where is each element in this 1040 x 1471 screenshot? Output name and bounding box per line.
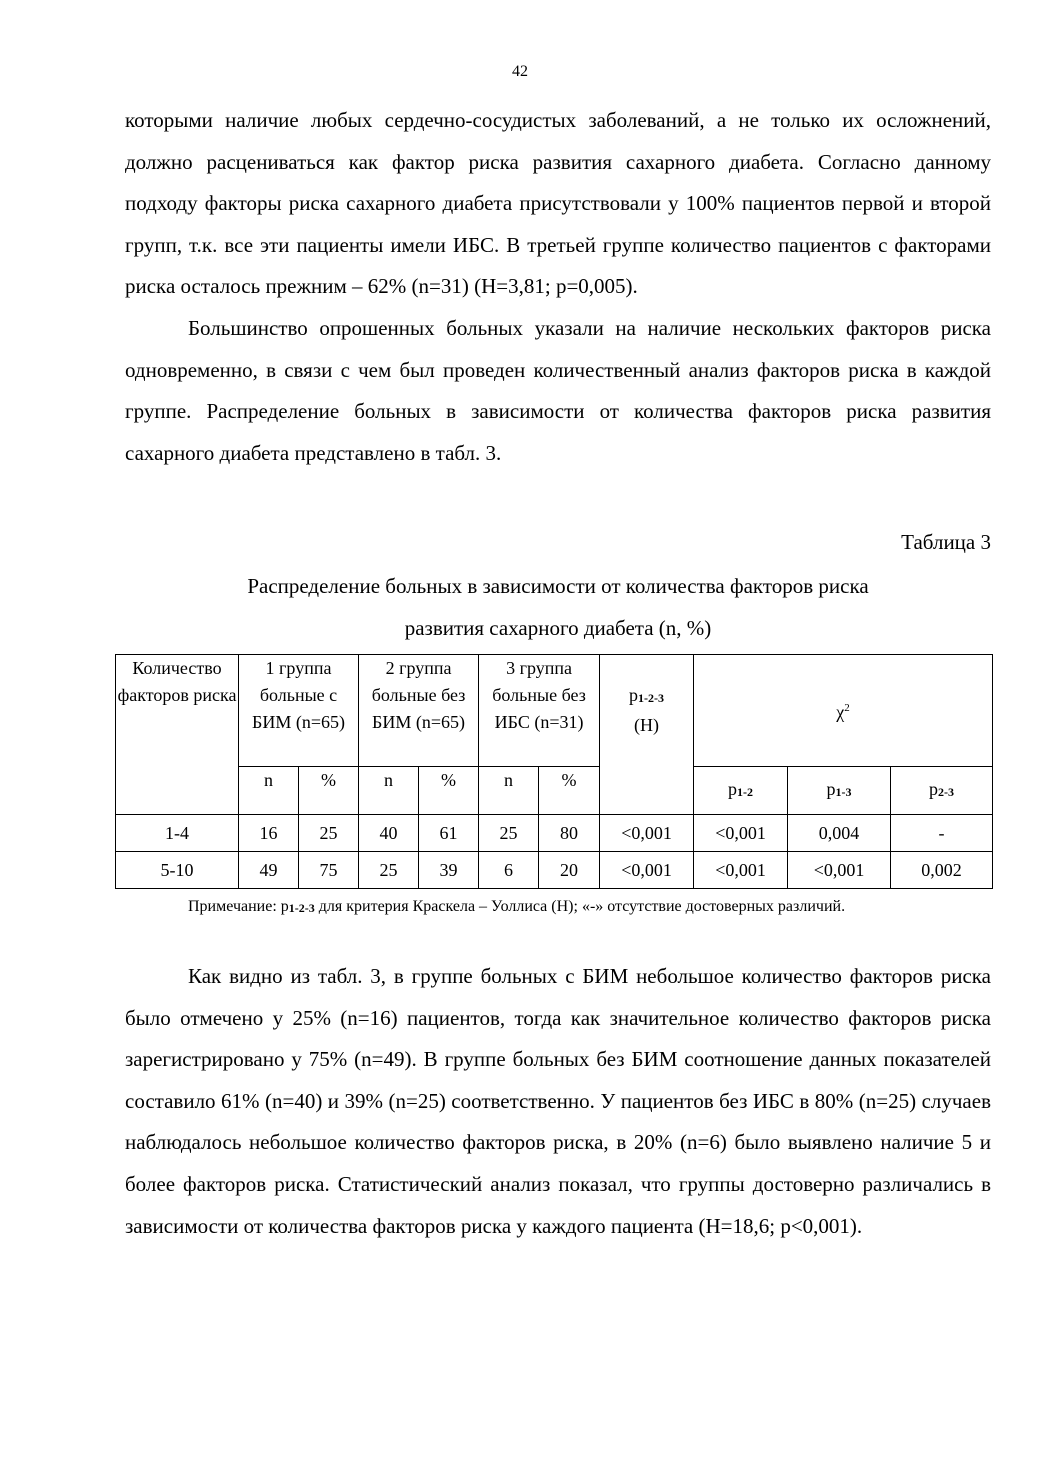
subheader-p13: p1-3 <box>788 767 891 815</box>
body-text-top <box>125 100 991 474</box>
note-p-subscript: 1-2-3 <box>288 901 315 915</box>
cell-p13: 0,004 <box>788 815 891 852</box>
cell-p23: 0,002 <box>891 852 993 889</box>
paragraph-1: которыми наличие любых сердечно-сосудистых заболеваний, а не только их осложнений, должно расцениваться как фактор риска развития сахарного диабета. Согласно данному подходу факторы риска сахарного диабета присутствовали у 100% пациентов первой и второй групп, т.к. все эти пациенты имели ИБС. В третьей группе количество пациентов с факторами риска осталось прежним – 62% (n=31) (H=3,81; p=0,005). <box>125 108 991 299</box>
header-p-kruskal <box>600 655 694 815</box>
note-prefix: Примечание: <box>188 898 281 915</box>
subheader-p23: p2-3 <box>891 767 993 815</box>
cell-p23: - <box>891 815 993 852</box>
cell-g1-n: 49 <box>239 852 299 889</box>
table-title-line-2: развития сахарного диабета (n, %) <box>404 616 712 640</box>
cell-g3-n: 25 <box>479 815 539 852</box>
table-note <box>125 890 991 925</box>
subheader-pct-1: % <box>299 767 359 815</box>
header-group-3: 3 группа больные без ИБС (n=31) <box>479 655 600 767</box>
cell-g3-n: 6 <box>479 852 539 889</box>
subheader-pct-3: % <box>539 767 600 815</box>
cell-p12: <0,001 <box>694 815 788 852</box>
subheader-n-2: n <box>359 767 419 815</box>
chi-symbol: χ <box>836 702 845 722</box>
p-subscript: 1-2-3 <box>638 691 665 705</box>
body-text-bottom <box>125 956 991 1247</box>
cell-g3-pct: 80 <box>539 815 600 852</box>
cell-p13: <0,001 <box>788 852 891 889</box>
cell-g3-pct: 20 <box>539 852 600 889</box>
cell-risk-count: 1-4 <box>116 815 239 852</box>
chi-superscript: 2 <box>844 702 850 714</box>
subheader-p12: p1-2 <box>694 767 788 815</box>
note-text: для критерия Краскела – Уоллиса (H); «-» отсутствие достоверных различий. <box>314 898 846 915</box>
paragraph-2: Большинство опрошенных больных указали на наличие нескольких факторов риска одновременно, в связи с чем был проведен количественный анализ факторов риска в каждой группе. Распределение больных в зависимости от количества факторов риска развития сахарного диабета представлено в табл. 3. <box>125 315 991 465</box>
subheader-n-3: n <box>479 767 539 815</box>
header-group-2: 2 группа больные без БИМ (n=65) <box>359 655 479 767</box>
cell-g2-n: 40 <box>359 815 419 852</box>
cell-p12: <0,001 <box>694 852 788 889</box>
table-label: Таблица 3 <box>901 530 991 554</box>
cell-risk-count: 5-10 <box>116 852 239 889</box>
table-title <box>125 565 991 649</box>
paragraph-3: Как видно из табл. 3, в группе больных с БИМ небольшое количество факторов риска было отмечено у 25% (n=16) пациентов, тогда как значительное количество факторов риска зарегистрировано у 75% (n=49). В группе больных без БИМ соотношение данных показателей составило 61% (n=40) и 39% (n=25) соответственно. У пациентов без ИБС в 80% (n=25) случаев наблюдалось небольшое количество факторов риска, в 20% (n=6) было выявлено наличие 5 и более факторов риска. Статистический анализ показал, что группы достоверно различались в зависимости от количества факторов риска у каждого пациента (H=18,6; p<0,001). <box>125 964 991 1238</box>
header-group-1: 1 группа больные с БИМ (n=65) <box>239 655 359 767</box>
page-number: 42 <box>512 63 528 80</box>
cell-g1-pct: 75 <box>299 852 359 889</box>
table-row <box>116 852 993 889</box>
p-letter: p <box>629 685 639 705</box>
table-row <box>116 815 993 852</box>
cell-p123: <0,001 <box>600 852 694 889</box>
subheader-n-1: n <box>239 767 299 815</box>
header-chi-square <box>694 655 993 767</box>
p-h-label: (H) <box>634 715 660 735</box>
note-p: p <box>280 898 289 915</box>
subheader-pct-2: % <box>419 767 479 815</box>
cell-g2-pct: 61 <box>419 815 479 852</box>
cell-g2-pct: 39 <box>419 852 479 889</box>
header-risk-count: Количество факторов риска <box>116 655 239 815</box>
cell-g1-pct: 25 <box>299 815 359 852</box>
cell-p123: <0,001 <box>600 815 694 852</box>
table-title-line-1: Распределение больных в зависимости от количества факторов риска <box>247 574 869 598</box>
cell-g1-n: 16 <box>239 815 299 852</box>
cell-g2-n: 25 <box>359 852 419 889</box>
risk-factor-table <box>115 654 993 889</box>
